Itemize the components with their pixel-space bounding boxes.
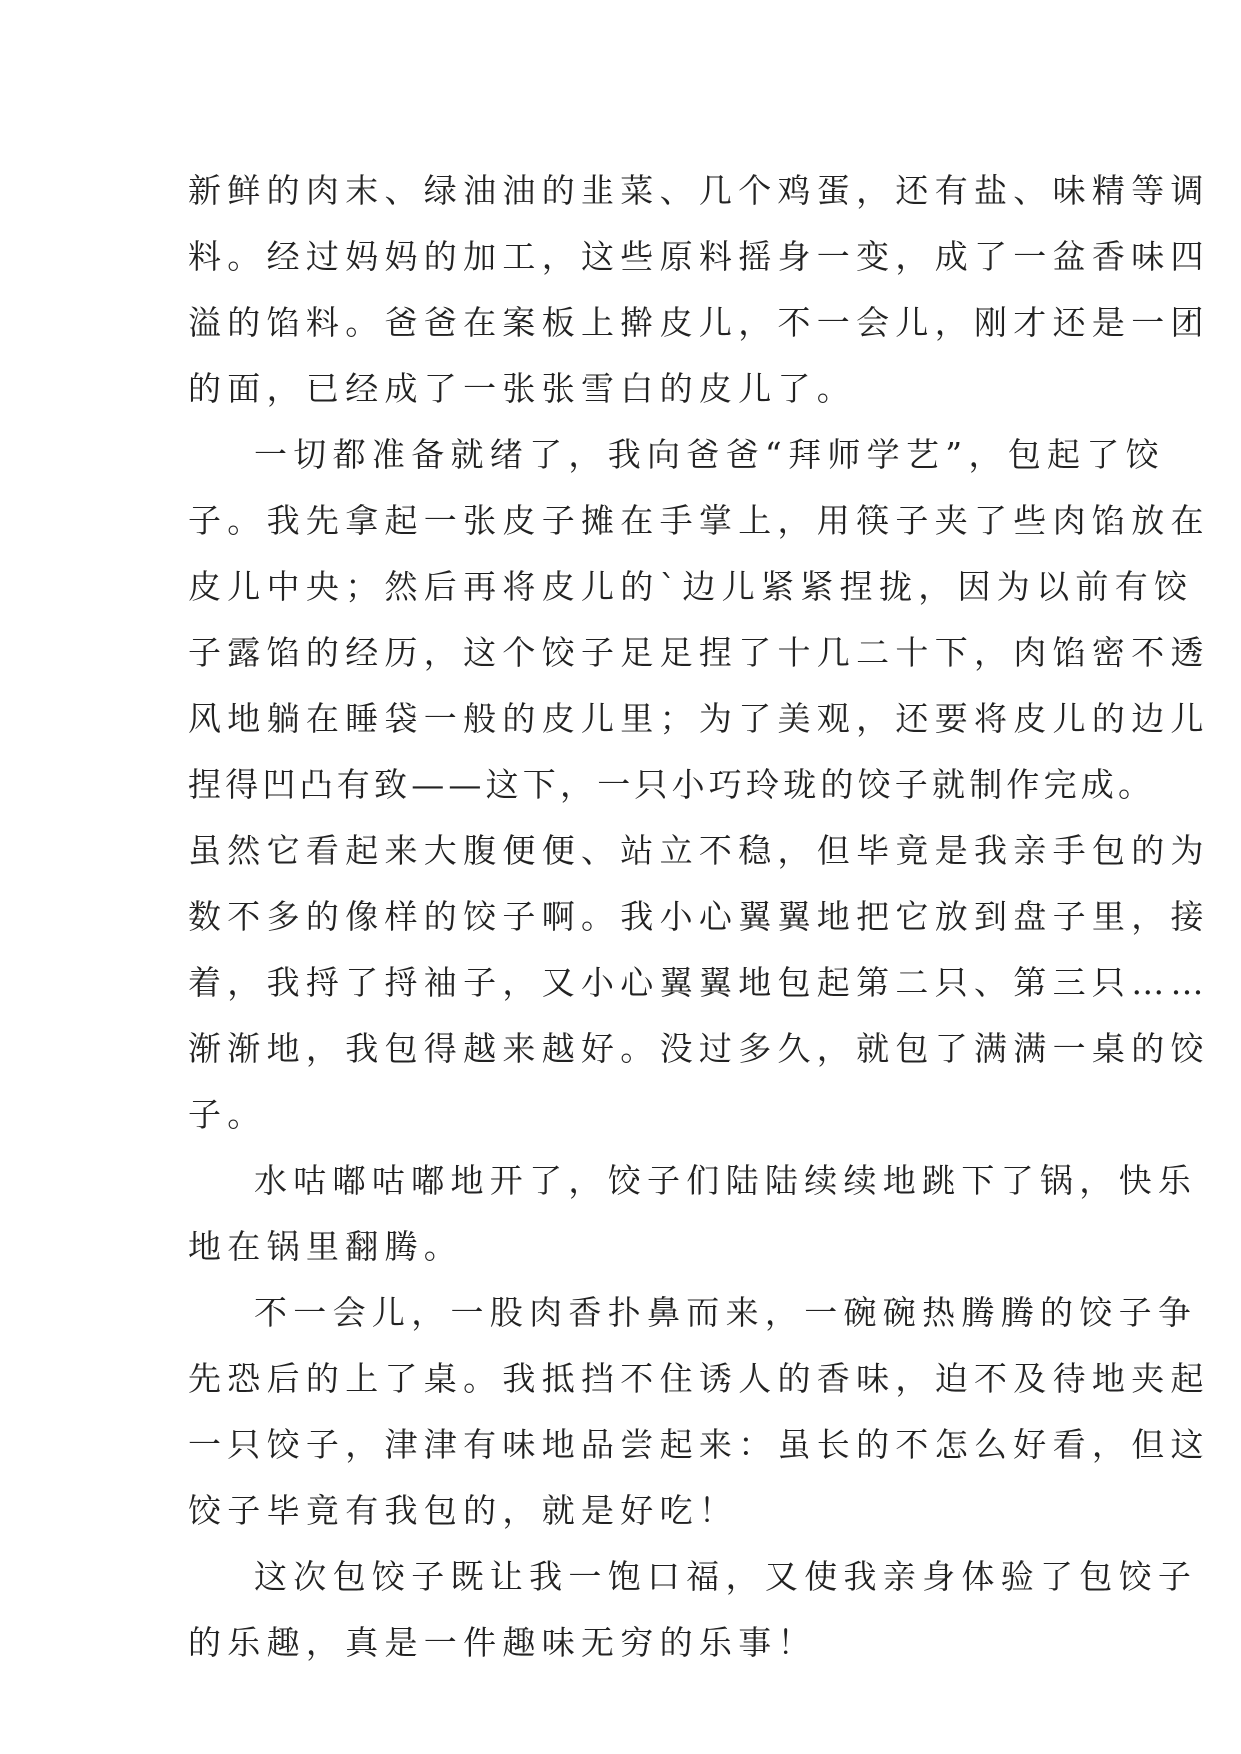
- paragraph-first-line: 这次包饺子既让我一饱口福，又使我亲身体验了包饺子: [254, 1557, 1198, 1596]
- paragraph-first-line: 水咕嘟咕嘟地开了，饺子们陆陆续续地跳下了锅，快乐: [254, 1161, 1198, 1200]
- paragraph-first-line: 不一会儿，一股肉香扑鼻而来，一碗碗热腾腾的饺子争: [254, 1293, 1198, 1332]
- text-line: 先恐后的上了桌。我抵挡不住诱人的香味，迫不及待地夹起: [188, 1359, 1210, 1398]
- text-line: 的乐趣，真是一件趣味无穷的乐事！: [188, 1623, 817, 1662]
- text-line: 虽然它看起来大腹便便、站立不稳，但毕竟是我亲手包的为: [188, 831, 1210, 870]
- text-line: 子露馅的经历，这个饺子足足捏了十几二十下，肉馅密不透: [188, 633, 1210, 672]
- essay-body: [188, 158, 1210, 1676]
- text-line: 的面，已经成了一张张雪白的皮儿了。: [188, 369, 857, 408]
- text-line: 着，我捋了捋袖子，又小心翼翼地包起第二只、第三只……: [188, 963, 1210, 1002]
- text-line: 子。我先拿起一张皮子摊在手掌上，用筷子夹了些肉馅放在: [188, 501, 1210, 540]
- text-line: 皮儿中央；然后再将皮儿的`边儿紧紧捏拢，因为以前有饺: [188, 567, 1194, 606]
- text-line: 新鲜的肉末、绿油油的韭菜、几个鸡蛋，还有盐、味精等调: [188, 171, 1210, 210]
- paragraph-first-line: 一切都准备就绪了，我向爸爸“拜师学艺”，包起了饺: [254, 435, 1165, 474]
- text-line: 子。: [188, 1095, 267, 1134]
- text-line: 风地躺在睡袋一般的皮儿里；为了美观，还要将皮儿的边儿: [188, 699, 1210, 738]
- text-line: 渐渐地，我包得越来越好。没过多久，就包了满满一桌的饺: [188, 1029, 1210, 1068]
- text-line: 溢的馅料。爸爸在案板上擀皮儿，不一会儿，刚才还是一团: [188, 303, 1210, 342]
- text-line: 料。经过妈妈的加工，这些原料摇身一变，成了一盆香味四: [188, 237, 1210, 276]
- text-line: 数不多的像样的饺子啊。我小心翼翼地把它放到盘子里，接: [188, 897, 1210, 936]
- text-line: 捏得凹凸有致——这下，一只小巧玲珑的饺子就制作完成。: [188, 765, 1156, 804]
- text-line: 一只饺子，津津有味地品尝起来：虽长的不怎么好看，但这: [188, 1425, 1210, 1464]
- text-line: 饺子毕竟有我包的，就是好吃！: [188, 1491, 739, 1530]
- text-line: 地在锅里翻腾。: [188, 1227, 464, 1266]
